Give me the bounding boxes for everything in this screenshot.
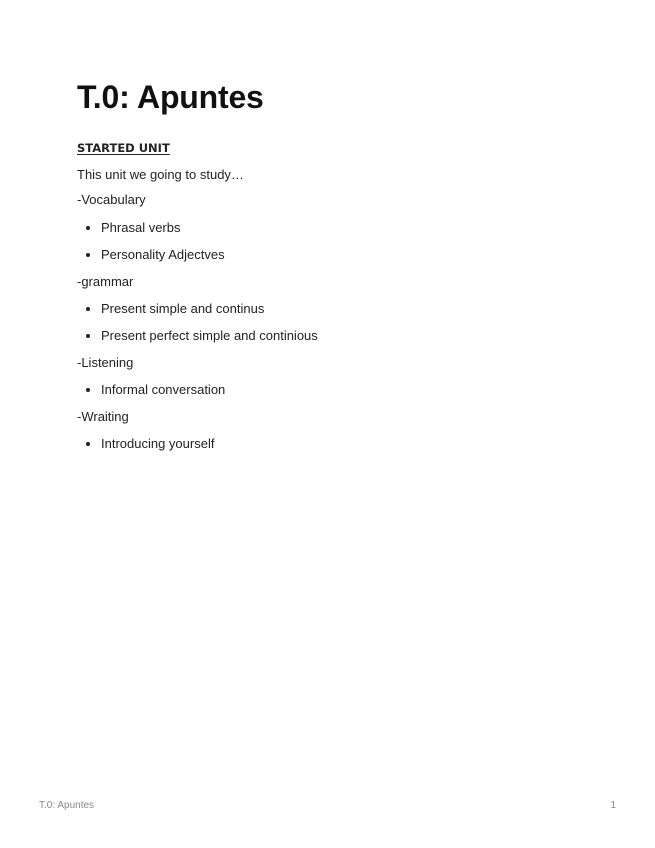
intro-text: This unit we going to study…	[77, 167, 244, 182]
page-title: T.0: Apuntes	[77, 79, 264, 115]
section-label-listening: -Listening	[77, 355, 134, 370]
footer-page-number: 1	[610, 800, 616, 811]
section-label-writing: -Wraiting	[77, 409, 129, 424]
bullet-icon	[86, 334, 90, 338]
footer-doc-name: T.0: Apuntes	[39, 800, 95, 811]
list-item-text: Phrasal verbs	[101, 220, 181, 235]
bullet-icon	[86, 253, 90, 257]
list-item-text: Informal conversation	[101, 382, 226, 397]
section-label-vocabulary: -Vocabulary	[77, 192, 146, 207]
list-item-text: Introducing yourself	[101, 436, 215, 451]
bullet-icon	[86, 442, 90, 446]
section-label-grammar: -grammar	[77, 274, 134, 289]
bullet-icon	[86, 388, 90, 392]
list-item-text: Present perfect simple and continious	[101, 328, 318, 343]
list-item-text: Personality Adjectves	[101, 247, 225, 262]
list-item-text: Present simple and continus	[101, 301, 265, 316]
bullet-icon	[86, 307, 90, 311]
bullet-icon	[86, 226, 90, 230]
section-heading: STARTED UNIT	[77, 141, 170, 155]
